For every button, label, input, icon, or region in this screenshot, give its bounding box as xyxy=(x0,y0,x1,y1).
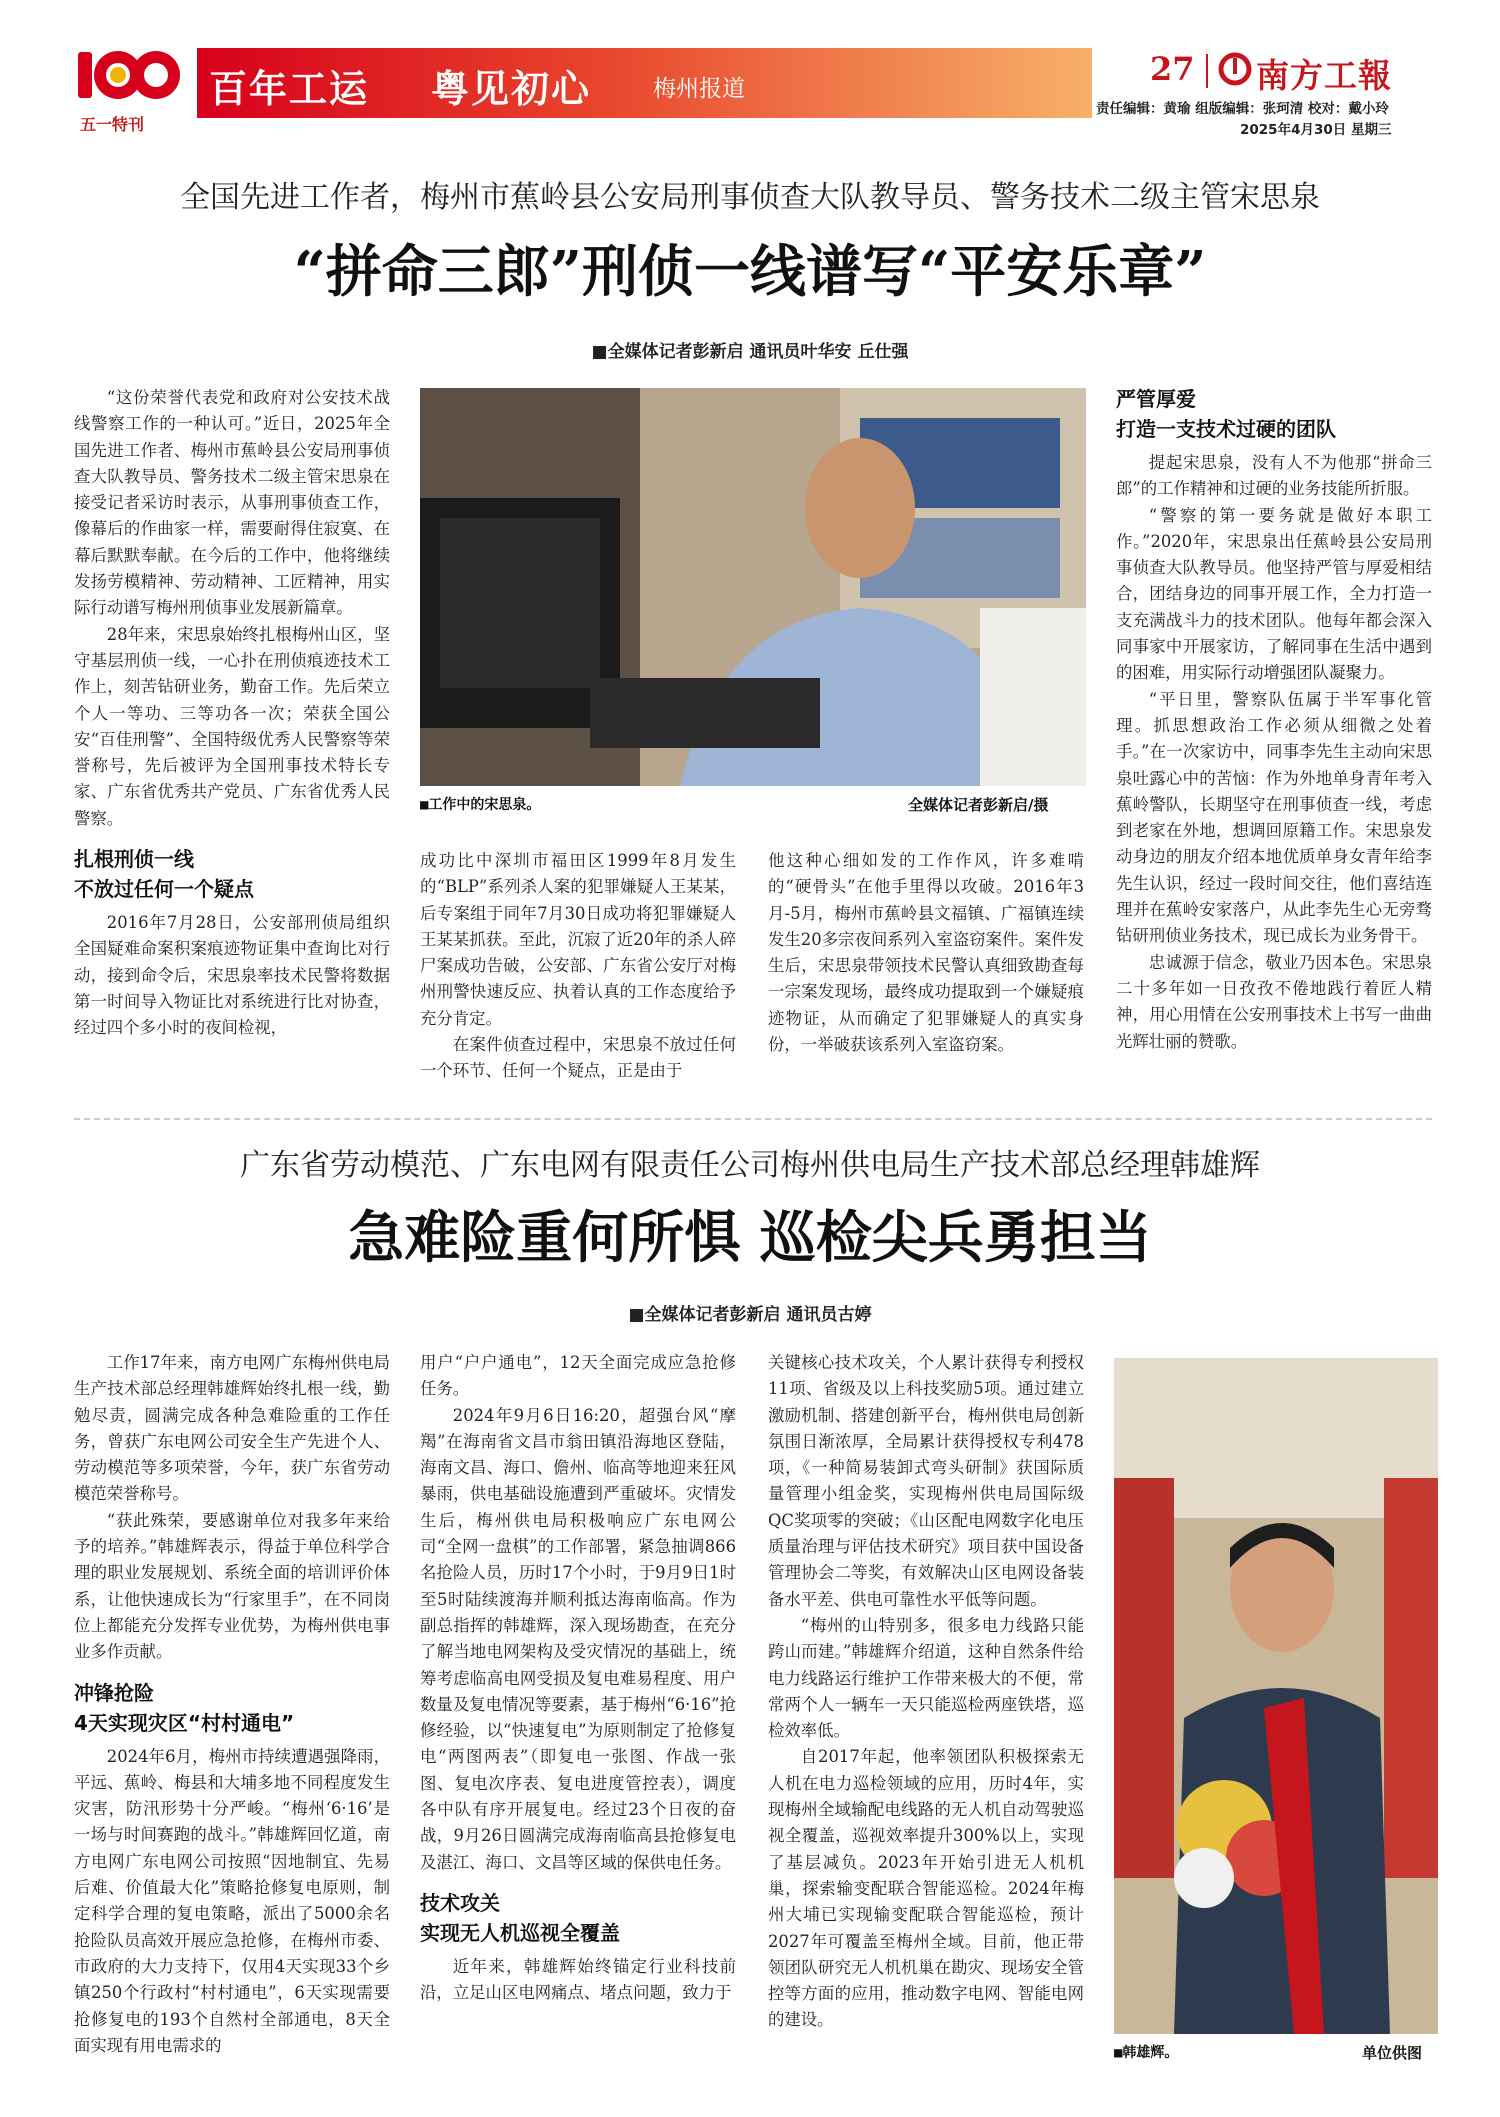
issue-date: 2025年4月30日 星期三 xyxy=(1240,122,1392,138)
paragraph: “平日里，警察队伍属于半军事化管理。抓思想政治工作必须从细微之处着手。”在一次家访中，同事李先生主动向宋思泉吐露心中的苦恼：作为外地单身青年考入蕉岭警队，长期坚守在刑事侦查一线，考虑到老家在外地，想调回原籍工作。宋思泉发动身边的朋友介绍本地优质单身女青年给李先生认识，经过一段时间交往，他们喜结连理并在蕉岭安家落户，从此李先生心无旁骛钻研刑侦业务技术，现已成长为业务骨干。 xyxy=(1116,689,1432,946)
article1-kicker: 全国先进工作者，梅州市蕉岭县公安局刑事侦查大队教导员、警务技术二级主管宋思泉 xyxy=(180,180,1320,215)
editors-line: 责任编辑：黄瑜 组版编辑：张珂清 校对：戴小玲 xyxy=(1096,101,1389,117)
paragraph: 在案件侦查过程中，宋思泉不放过任何一个环节、任何一个疑点，正是由于 xyxy=(420,1035,736,1081)
article1-title: “拼命三郎”刑侦一线谱写“平安乐章” xyxy=(293,239,1207,305)
article1-column-4 xyxy=(1116,384,1432,1055)
subhead-line: 4天实现灾区“村村通电” xyxy=(74,1710,295,1735)
man-with-flowers-image xyxy=(1114,1358,1438,2034)
paragraph: 自2017年起，他率领团队积极探索无人机在电力巡检领域的应用，历时4年，实现梅州全域输配电线路的无人机自动驾驶巡视全覆盖，巡视效率提升300%以上，实现了基层减负。2023年开始引进无人机机巢，探索输变配联合智能巡检。2024年梅州大埔已实现输变配联合智能巡检，预计2027年可覆盖至梅州全域。目前，他正带领团队研究无人机机巢在勘灾、现场安全管控等方面的应用，推动数字电网、智能电网的建设。 xyxy=(768,1747,1084,2030)
article1-photo xyxy=(420,388,1086,786)
subhead-line: 严管厚爱 xyxy=(1116,387,1196,411)
article2-photo-credit: 单位供图 xyxy=(1362,2044,1423,2062)
paper-name: 南方工報 xyxy=(1256,56,1392,95)
subhead-line: 打造一支技术过硬的团队 xyxy=(1116,417,1336,441)
paper-logo-icon xyxy=(1218,52,1252,86)
article2-byline: ■全媒体记者彭新启 通讯员古婷 xyxy=(628,1305,872,1325)
paragraph: “警察的第一要务就是做好本职工作。”2020年，宋思泉出任蕉岭县公安局刑事侦查大队教导员。他坚持严管与厚爱相结合，团结身边的同事开展工作，全力打造一支充满战斗力的技术团队。他每年都会深入同事家中开展家访，了解同事在生活中遇到的困难，用实际行动增强团队凝聚力。 xyxy=(1116,505,1432,683)
paragraph: 他这种心细如发的工作作风，许多难啃的“硬骨头”在他手里得以攻破。2016年3月-5月，梅州市蕉岭县文福镇、广福镇连续发生20多宗夜间系列入室盗窃案件。案件发生后，宋思泉带领技术民警认真细致勘查每一宗案发现场，最终成功提取到一个嫌疑痕迹物证，从而确定了犯罪嫌疑人的真实身份，一举破获该系列入室盗窃案。 xyxy=(768,851,1084,1055)
policeman-at-computer-image xyxy=(420,388,1086,786)
article2-column-1 xyxy=(74,1350,390,2059)
subhead-line: 技术攻关 xyxy=(420,1890,500,1915)
article1-byline: ■全媒体记者彭新启 通讯员叶华安 丘仕强 xyxy=(591,342,909,362)
paragraph: 忠诚源于信念，敬业乃因本色。宋思泉二十多年如一日孜孜不倦地践行着匠人精神，用心用情在公安刑事技术上书写一曲曲光辉壮丽的赞歌。 xyxy=(1116,952,1432,1051)
paragraph: 2024年6月，梅州市持续遭遇强降雨，平远、蕉岭、梅县和大埔多地不同程度发生灾害，防汛形势十分严峻。“梅州‘6·16’是一场与时间赛跑的战斗。”韩雄辉回忆道，南方电网广东电网公司按照“因地制宜、先易后难、价值最大化”策略抢修复电原则，制定科学合理的复电策略，派出了5000余名抢险队员高效开展应急抢修，在梅州市委、市政府的大力支持下，仅用4天实现33个乡镇250个行政村“村村通电”，6天实现需要抢修复电的193个自然村全部通电，8天全面实现有用电需求的 xyxy=(74,1746,390,2055)
banner-title-1: 百年工运 xyxy=(209,66,370,111)
paragraph: “梅州的山特别多，很多电力线路只能跨山而建。”韩雄辉介绍道，这种自然条件给电力线路运行维护工作带来极大的不便，常常两个人一辆车一天只能巡检两座铁塔，巡检效率低。 xyxy=(768,1615,1084,1741)
paragraph: “获此殊荣，要感谢单位对我多年来给予的培养。”韩雄辉表示，得益于单位科学合理的职业发展规划、系统全面的培训评价体系，让他快速成长为“行家里手”，在不同岗位上都能充分发挥专业优势，为梅州供电事业多作贡献。 xyxy=(74,1510,390,1662)
article2-title: 急难险重何所惧 巡检尖兵勇担当 xyxy=(348,1205,1152,1271)
article1-photo-credit: 全媒体记者彭新启/摄 xyxy=(908,796,1049,814)
article1-subhead-2 xyxy=(1116,384,1432,444)
paragraph: 提起宋思泉，没有人不为他那“拼命三郎”的工作精神和过硬的业务技能所折服。 xyxy=(1116,453,1432,499)
paragraph: “这份荣誉代表党和政府对公安技术战线警察工作的一种认可。”近日，2025年全国先进工作者、梅州市蕉岭县公安局刑事侦查大队教导员、警务技术二级主管宋思泉在接受记者采访时表示，从事刑事侦查工作，像幕后的作曲家一样，需要耐得住寂寞、在幕后默默奉献。在今后的工作中，他将继续发扬劳模精神、劳动精神、工匠精神，用实际行动谱写梅州刑侦事业发展新篇章。 xyxy=(74,388,390,618)
article1-subhead-1 xyxy=(74,844,390,904)
article1-photo-caption: ■工作中的宋思泉。 xyxy=(420,797,541,813)
article2-photo-caption: ■韩雄辉。 xyxy=(1114,2045,1179,2061)
anniversary-badge xyxy=(72,46,184,134)
article1-column-1 xyxy=(74,385,390,1042)
banner-title-2: 粤见初心 xyxy=(431,66,592,111)
article2-photo xyxy=(1114,1358,1438,2034)
masthead-divider xyxy=(1206,54,1208,88)
paragraph: 28年来，宋思泉始终扎根梅州山区，坚守基层刑侦一线，一心扑在刑侦痕迹技术工作上，刻苦钻研业务，勤奋工作。先后荣立个人一等功、三等功各一次；荣获全国公安“百佳刑警”、全国特级优秀人民警察等荣誉称号，先后被评为全国刑事技术特长专家、广东省优秀共产党员、广东省优秀人民警察。 xyxy=(74,624,390,828)
paragraph: 2024年9月6日16:20，超强台风“摩羯”在海南省文昌市翁田镇沿海地区登陆，海南文昌、海口、儋州、临高等地迎来狂风暴雨，供电基础设施遭到严重破坏。灾情发生后，梅州供电局积极响应广东电网公司“全网一盘棋”的工作部署，紧急抽调866名抢险人员，历时17个小时，于9月9日1时至5时陆续渡海并顺利抵达海南临高。作为副总指挥的韩雄辉，深入现场勘查，在充分了解当地电网架构及受灾情况的基础上，统筹考虑临高电网受损及复电难易程度、用户数量及复电情况等要素，基于梅州“6·16”抢修经验，以“快速复电”为原则制定了抢修复电“两图两表”（即复电一张图、作战一张图、复电次序表、复电进度管控表），调度各中队有序开展复电。经过23个日夜的奋战，9月26日圆满完成海南临高县抢修复电及湛江、海口、文昌等区域的保供电任务。 xyxy=(420,1405,736,1872)
paragraph: 2016年7月28日，公安部刑侦局组织全国疑难命案积案痕迹物证集中查询比对行动，接到命令后，宋思泉率技术民警将数据第一时间导入物证比对系统进行比对协查，经过四个多小时的夜间检视， xyxy=(74,913,390,1038)
article1-column-2 xyxy=(420,848,736,1085)
article2-kicker: 广东省劳动模范、广东电网有限责任公司梅州供电局生产技术部总经理韩雄辉 xyxy=(240,1148,1260,1183)
article2-subhead-2 xyxy=(420,1888,736,1948)
article2-subhead-1 xyxy=(74,1678,390,1738)
badge-label: 五一特刊 xyxy=(80,115,145,134)
subhead-line: 不放过任何一个疑点 xyxy=(74,877,254,902)
section-divider xyxy=(74,1118,1432,1120)
paragraph: 成功比中深圳市福田区1999年8月发生的“BLP”系列杀人案的犯罪嫌疑人王某某，后专案组于同年7月30日成功将犯罪嫌疑人王某某抓获。至此，沉寂了近20年的杀人碎尸案成功告破，公安部、广东省公安厅对梅州刑警快速反应、执着认真的工作态度给予充分肯定。 xyxy=(420,851,736,1028)
paragraph: 工作17年来，南方电网广东梅州供电局生产技术部总经理韩雄辉始终扎根一线，勤勉尽责，圆满完成各种急难险重的工作任务，曾获广东电网公司安全生产先进个人、劳动模范等多项荣誉，今年，获广东省劳动模范荣誉称号。 xyxy=(74,1353,390,1504)
article2-column-2 xyxy=(420,1350,736,2007)
subhead-line: 冲锋抢险 xyxy=(74,1680,154,1705)
paragraph: 关键核心技术攻关，个人累计获得专利授权11项、省级及以上科技奖励5项。通过建立激励机制、搭建创新平台，梅州供电局创新氛围日渐浓厚，全局累计获得授权专利478项，《一种简易装卸式弯头研制》获国际质量管理小组金奖，实现梅州供电局国际级QC奖项零的突破；《山区配电网数字化电压质量治理与评估技术研究》项目获中国设备管理协会二等奖，有效解决山区电网设备装备水平差、供电可靠性水平低等问题。 xyxy=(768,1353,1084,1609)
article1-column-3 xyxy=(768,848,1084,1058)
banner-sub: 梅州报道 xyxy=(653,76,745,102)
subhead-line: 扎根刑侦一线 xyxy=(74,847,194,872)
subhead-line: 实现无人机巡视全覆盖 xyxy=(420,1920,620,1945)
century-logo-icon xyxy=(72,46,184,112)
paragraph: 近年来，韩雄辉始终锚定行业科技前沿，立足山区电网痛点、堵点问题，致力于 xyxy=(420,1956,736,2003)
paragraph: 用户“户户通电”，12天全面完成应急抢修任务。 xyxy=(420,1353,736,1399)
page-header xyxy=(0,0,1500,160)
page-number: 27 xyxy=(1150,50,1195,88)
article2-column-3 xyxy=(768,1350,1084,2034)
column-banner xyxy=(197,48,1092,118)
